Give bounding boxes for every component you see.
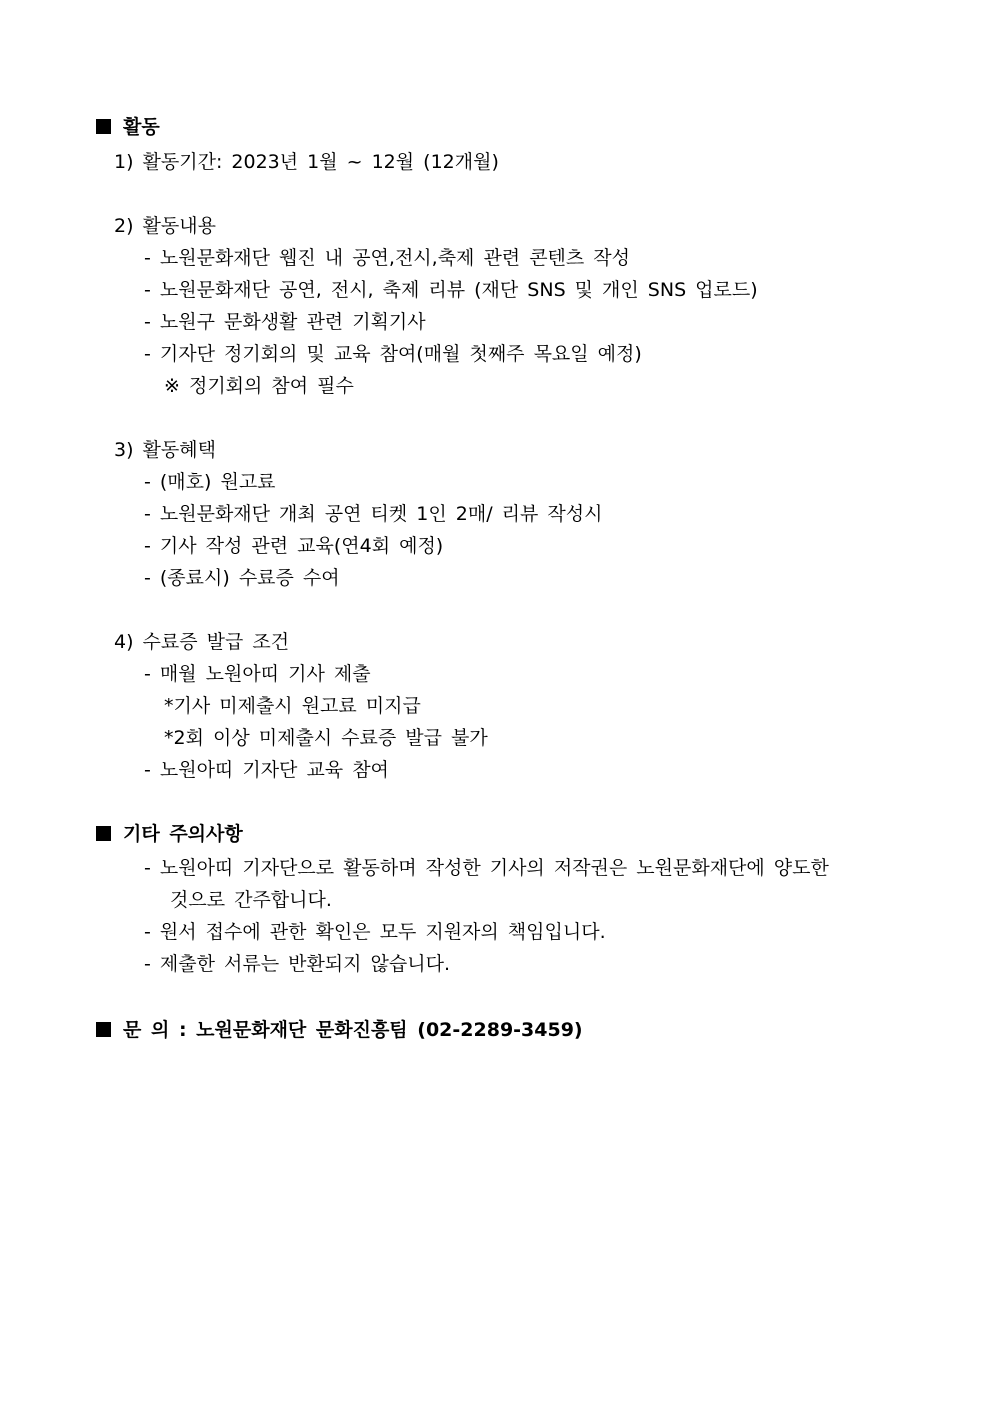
black-square-bullet-icon: [96, 119, 111, 134]
activity-content-title: 2) 활동내용: [114, 215, 216, 237]
note-text: *2회 이상 미제출시 수료증 발급 불가: [164, 727, 488, 749]
activity-heading-text: 활동: [123, 116, 160, 138]
list-item-continuation: 것으로 간주합니다.: [170, 889, 332, 911]
black-square-bullet-icon: [96, 826, 111, 841]
list-item: - 기자단 정기회의 및 교육 참여(매월 첫째주 목요일 예정): [144, 343, 642, 365]
list-item: - 노원문화재단 공연, 전시, 축제 리뷰 (재단 SNS 및 개인 SNS 업로드): [144, 279, 758, 301]
note-text: ※ 정기회의 참여 필수: [164, 375, 354, 397]
note-text: *기사 미제출시 원고료 미지급: [164, 695, 421, 717]
section-heading-contact: [96, 1017, 583, 1043]
activity-cert-title: 4) 수료증 발급 조건: [114, 631, 290, 653]
section-heading-notes: [96, 821, 243, 847]
activity-benefits-title: 3) 활동혜택: [114, 439, 216, 461]
list-item: - 노원아띠 기자단 교육 참여: [144, 759, 389, 781]
list-item: - 매월 노원아띠 기사 제출: [144, 663, 371, 685]
list-item: - 노원문화재단 웹진 내 공연,전시,축제 관련 콘텐츠 작성: [144, 247, 631, 269]
list-item: - (매호) 원고료: [144, 471, 276, 493]
list-item: - 제출한 서류는 반환되지 않습니다.: [144, 953, 451, 975]
list-item: - 노원아띠 기자단으로 활동하며 작성한 기사의 저작권은 노원문화재단에 양도한: [144, 857, 829, 879]
list-item: - 노원구 문화생활 관련 기획기사: [144, 311, 426, 333]
list-item: - (종료시) 수료증 수여: [144, 567, 340, 589]
black-square-bullet-icon: [96, 1022, 111, 1037]
section-heading-activity: [96, 114, 160, 140]
list-item: - 원서 접수에 관한 확인은 모두 지원자의 책임입니다.: [144, 921, 606, 943]
contact-heading-text: 문 의 : 노원문화재단 문화진흥팀 (02-2289-3459): [123, 1019, 583, 1041]
notes-heading-text: 기타 주의사항: [123, 823, 243, 845]
list-item: - 기사 작성 관련 교육(연4회 예정): [144, 535, 444, 557]
list-item: - 노원문화재단 개최 공연 티켓 1인 2매/ 리뷰 작성시: [144, 503, 603, 525]
activity-period: 1) 활동기간: 2023년 1월 ~ 12월 (12개월): [114, 151, 499, 173]
